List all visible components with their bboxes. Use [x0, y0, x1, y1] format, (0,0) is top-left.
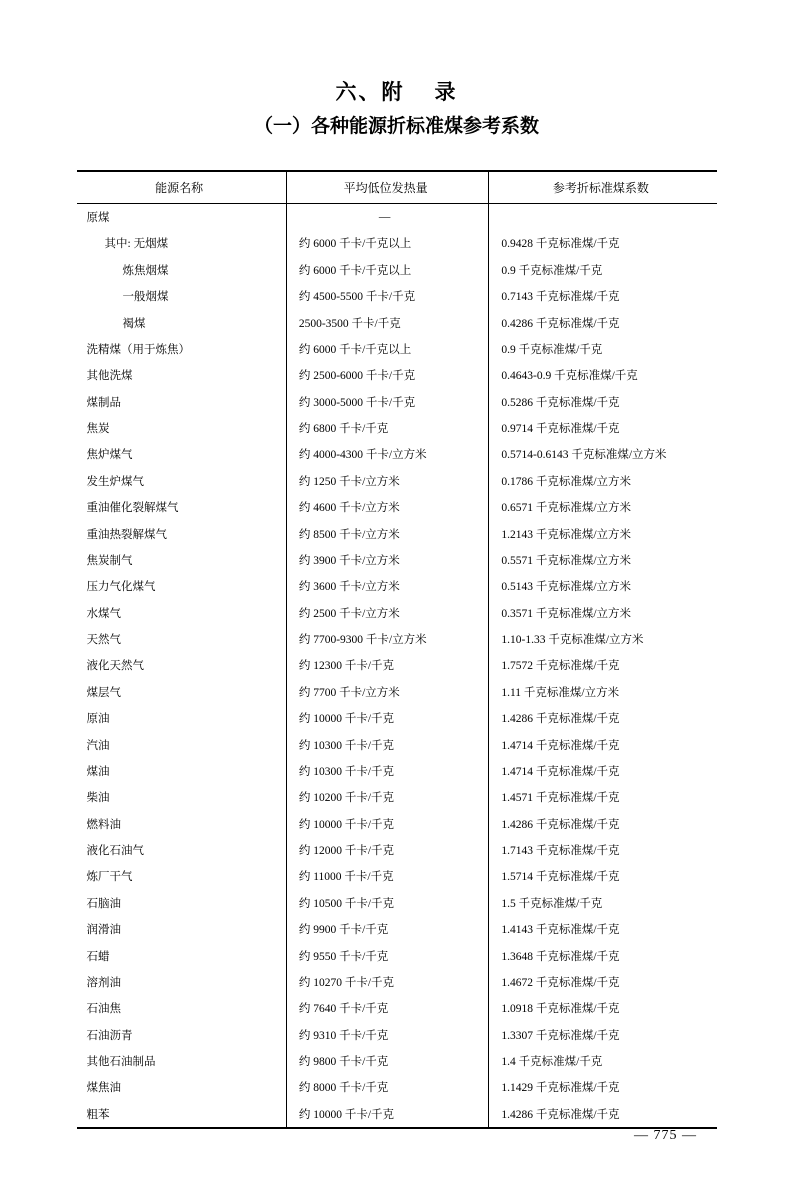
table-row: [77, 573, 717, 599]
cell-heat-value: 约 10000 千卡/千克: [286, 811, 489, 837]
table-row: [77, 494, 717, 520]
cell-heat-value: 约 10000 千卡/千克: [286, 1101, 489, 1128]
cell-energy-name: 发生炉煤气: [77, 468, 287, 494]
cell-coefficient-value: 0.5571 千克标准煤/立方米: [501, 554, 632, 567]
table-body: [77, 203, 717, 1128]
cell-heat-value: 约 4000-4300 千卡/立方米: [286, 441, 489, 467]
cell-coefficient-value: 0.1786 千克标准煤/立方米: [501, 475, 632, 488]
cell-heat-value: 约 2500 千卡/立方米: [286, 600, 489, 626]
cell-heat-value: 约 3600 千卡/立方米: [286, 573, 489, 599]
cell-coefficient-value: 0.5286 千克标准煤/千克: [501, 396, 620, 409]
table-header: [77, 171, 717, 204]
table-row: [77, 520, 717, 546]
cell-energy-name: 其他洗煤: [77, 362, 287, 388]
cell-heat-value: 约 11000 千卡/千克: [286, 863, 489, 889]
table-row: [77, 468, 717, 494]
cell-coefficient-value: 1.4286 千克标准煤/千克: [501, 713, 620, 726]
page-subtitle: （一）各种能源折标准煤参考系数: [253, 116, 539, 138]
cell-coefficient-value: 1.0918 千克标准煤/千克: [501, 1003, 620, 1016]
cell-energy-name: 焦炭: [77, 415, 287, 441]
cell-energy-name: 柴油: [77, 784, 287, 810]
cell-coefficient-value: 0.7143 千克标准煤/千克: [501, 291, 620, 304]
table-row: [77, 309, 717, 335]
cell-heat-value: 约 10500 千卡/千克: [286, 890, 489, 916]
table-row: [77, 758, 717, 784]
table-row: [77, 995, 717, 1021]
table-row: [77, 626, 717, 652]
cell-coefficient-value: 0.4286 千克标准煤/千克: [501, 317, 620, 330]
table-row: [77, 283, 717, 309]
cell-coefficient-value: 1.4571 千克标准煤/千克: [501, 792, 620, 805]
cell-heat-value: 约 4500-5500 千卡/千克: [286, 283, 489, 309]
cell-energy-name: 液化石油气: [77, 837, 287, 863]
cell-coefficient-value: 0.9 千克标准煤/千克: [501, 343, 603, 356]
cell-coefficient-value: 1.4672 千克标准煤/千克: [501, 976, 620, 989]
cell-coefficient-value: 1.4286 千克标准煤/千克: [489, 1101, 717, 1128]
cell-energy-name: 溶剂油: [77, 969, 287, 995]
cell-energy-name: 煤油: [77, 758, 287, 784]
cell-energy-name: 煤焦油: [77, 1074, 287, 1100]
table-row: [77, 942, 717, 968]
table-row: [77, 890, 717, 916]
cell-heat-value: 约 9310 千卡/千克: [286, 1022, 489, 1048]
cell-energy-name: 石油沥青: [77, 1022, 287, 1048]
cell-heat-value: 约 9800 千卡/千克: [286, 1048, 489, 1074]
cell-energy-name: 原煤: [77, 203, 287, 230]
cell-coefficient-value: 0.9 千克标准煤/千克: [501, 264, 603, 277]
cell-energy-name: 石油焦: [77, 995, 287, 1021]
cell-coefficient-value: 0.3571 千克标准煤/立方米: [501, 607, 632, 620]
table-row: [77, 547, 717, 573]
cell-energy-name: 褐煤: [77, 309, 287, 335]
cell-heat-value: 约 4600 千卡/立方米: [286, 494, 489, 520]
cell-coefficient-value: 1.7143 千克标准煤/千克: [501, 845, 620, 858]
cell-coefficient-value: [489, 203, 717, 230]
cell-heat-value: 约 3000-5000 千卡/千克: [286, 389, 489, 415]
energy-coefficient-table: [77, 170, 717, 1129]
cell-heat-value: 约 12000 千卡/千克: [286, 837, 489, 863]
cell-heat-value: 约 10300 千卡/千克: [286, 758, 489, 784]
cell-coefficient-value: 1.3648 千克标准煤/千克: [501, 950, 620, 963]
page-title: [0, 78, 793, 107]
table-row: [77, 389, 717, 415]
cell-heat-value: 约 9550 千卡/千克: [286, 942, 489, 968]
cell-energy-name: 焦炭制气: [77, 547, 287, 573]
cell-energy-name: 石脑油: [77, 890, 287, 916]
cell-energy-name: 汽油: [77, 731, 287, 757]
table-row: [77, 257, 717, 283]
table-row: [77, 969, 717, 995]
cell-heat-value: 2500-3500 千卡/千克: [286, 309, 489, 335]
table-header-row: [77, 171, 717, 204]
cell-heat-value: 约 7700-9300 千卡/立方米: [286, 626, 489, 652]
cell-energy-name: 炼焦烟煤: [77, 257, 287, 283]
column-header-coefficient: 参考折标准煤系数: [489, 171, 717, 204]
cell-heat-value: 约 8000 千卡/千克: [286, 1074, 489, 1100]
cell-energy-name: 其他石油制品: [77, 1048, 287, 1074]
cell-energy-name: 煤制品: [77, 389, 287, 415]
cell-energy-name: 炼厂干气: [77, 863, 287, 889]
cell-heat-value: 约 10000 千卡/千克: [286, 705, 489, 731]
cell-heat-value: 约 3900 千卡/立方米: [286, 547, 489, 573]
table-row: [77, 441, 717, 467]
table-row: [77, 784, 717, 810]
cell-coefficient-value: 1.4 千克标准煤/千克: [501, 1056, 603, 1069]
table-row: [77, 811, 717, 837]
page-title-main: 六、附: [335, 80, 405, 104]
cell-heat-value: 约 6800 千卡/千克: [286, 415, 489, 441]
table-row: [77, 652, 717, 678]
cell-heat-value: 约 6000 千卡/千克以上: [286, 336, 489, 362]
table-row: [77, 679, 717, 705]
table-row: [77, 705, 717, 731]
cell-energy-name: 石蜡: [77, 942, 287, 968]
cell-heat-value: 约 2500-6000 千卡/千克: [286, 362, 489, 388]
cell-energy-name: 其中: 无烟煤: [77, 230, 287, 256]
table-row: [77, 600, 717, 626]
cell-coefficient-value: 1.4286 千克标准煤/千克: [501, 818, 620, 831]
cell-coefficient-value: 1.7572 千克标准煤/千克: [501, 660, 620, 673]
cell-coefficient-value: 1.11 千克标准煤/立方米: [501, 686, 620, 699]
cell-energy-name: 润滑油: [77, 916, 287, 942]
cell-coefficient-value: 1.4714 千克标准煤/千克: [501, 765, 620, 778]
cell-heat-value: 约 9900 千卡/千克: [286, 916, 489, 942]
table-row: [77, 230, 717, 256]
cell-energy-name: 液化天然气: [77, 652, 287, 678]
cell-energy-name: 重油热裂解煤气: [77, 520, 287, 546]
cell-heat-value: 约 6000 千卡/千克以上: [286, 257, 489, 283]
table-row: [77, 731, 717, 757]
cell-energy-name: 天然气: [77, 626, 287, 652]
cell-energy-name: 洗精煤（用于炼焦）: [77, 336, 287, 362]
cell-coefficient-value: 0.6571 千克标准煤/立方米: [501, 502, 632, 515]
table-row: [77, 837, 717, 863]
cell-heat-value: 约 10270 千卡/千克: [286, 969, 489, 995]
table-row: [77, 1074, 717, 1100]
page-title-tail: 录: [434, 80, 458, 104]
cell-energy-name: 焦炉煤气: [77, 441, 287, 467]
cell-energy-name: 粗苯: [77, 1101, 287, 1128]
table-row: [77, 336, 717, 362]
cell-coefficient-value: 0.4643-0.9 千克标准煤/千克: [501, 370, 638, 383]
cell-coefficient-value: 0.5143 千克标准煤/立方米: [501, 581, 632, 594]
table-row: [77, 916, 717, 942]
cell-coefficient-value: 1.4143 千克标准煤/千克: [501, 924, 620, 937]
cell-coefficient-value: 1.5714 千克标准煤/千克: [501, 871, 620, 884]
cell-heat-value: 约 10300 千卡/千克: [286, 731, 489, 757]
table-row: [77, 1101, 717, 1128]
document-page: [0, 78, 793, 1200]
table-row: [77, 863, 717, 889]
table-row: [77, 1022, 717, 1048]
column-header-name: 能源名称: [77, 171, 287, 204]
cell-energy-name: 一般烟煤: [77, 283, 287, 309]
cell-heat-value: 约 12300 千卡/千克: [286, 652, 489, 678]
cell-heat-value: 约 1250 千卡/立方米: [286, 468, 489, 494]
cell-energy-name: 压力气化煤气: [77, 573, 287, 599]
cell-coefficient-value: 1.2143 千克标准煤/立方米: [501, 528, 632, 541]
title-block: [0, 78, 793, 142]
cell-coefficient-value: 0.9428 千克标准煤/千克: [501, 238, 620, 251]
cell-heat-value: 约 7700 千卡/立方米: [286, 679, 489, 705]
cell-coefficient-value: 1.3307 千克标准煤/千克: [501, 1029, 620, 1042]
cell-energy-name: 水煤气: [77, 600, 287, 626]
cell-coefficient-value: 0.5714-0.6143 千克标准煤/立方米: [501, 449, 667, 462]
page-number: — 775 —: [634, 1128, 697, 1143]
table-row: [77, 1048, 717, 1074]
cell-energy-name: 煤层气: [77, 679, 287, 705]
column-header-heat: 平均低位发热量: [286, 171, 489, 204]
cell-coefficient-value: 1.5 千克标准煤/千克: [501, 897, 603, 910]
table-row: [77, 203, 717, 230]
cell-coefficient-value: 1.10-1.33 千克标准煤/立方米: [501, 634, 644, 647]
cell-heat-value: 约 8500 千卡/立方米: [286, 520, 489, 546]
cell-coefficient-value: 0.9714 千克标准煤/千克: [501, 423, 620, 436]
table-row: [77, 415, 717, 441]
cell-coefficient-value: 1.1429 千克标准煤/千克: [501, 1082, 620, 1095]
cell-energy-name: 燃料油: [77, 811, 287, 837]
cell-heat-value: 约 7640 千卡/千克: [286, 995, 489, 1021]
cell-energy-name: 重油催化裂解煤气: [77, 494, 287, 520]
table-row: [77, 362, 717, 388]
cell-heat-value: 约 10200 千卡/千克: [286, 784, 489, 810]
cell-energy-name: 原油: [77, 705, 287, 731]
cell-coefficient-value: 1.4714 千克标准煤/千克: [501, 739, 620, 752]
energy-table-wrapper: [77, 170, 717, 1129]
cell-heat-value: —: [286, 203, 489, 230]
cell-heat-value: 约 6000 千卡/千克以上: [286, 230, 489, 256]
